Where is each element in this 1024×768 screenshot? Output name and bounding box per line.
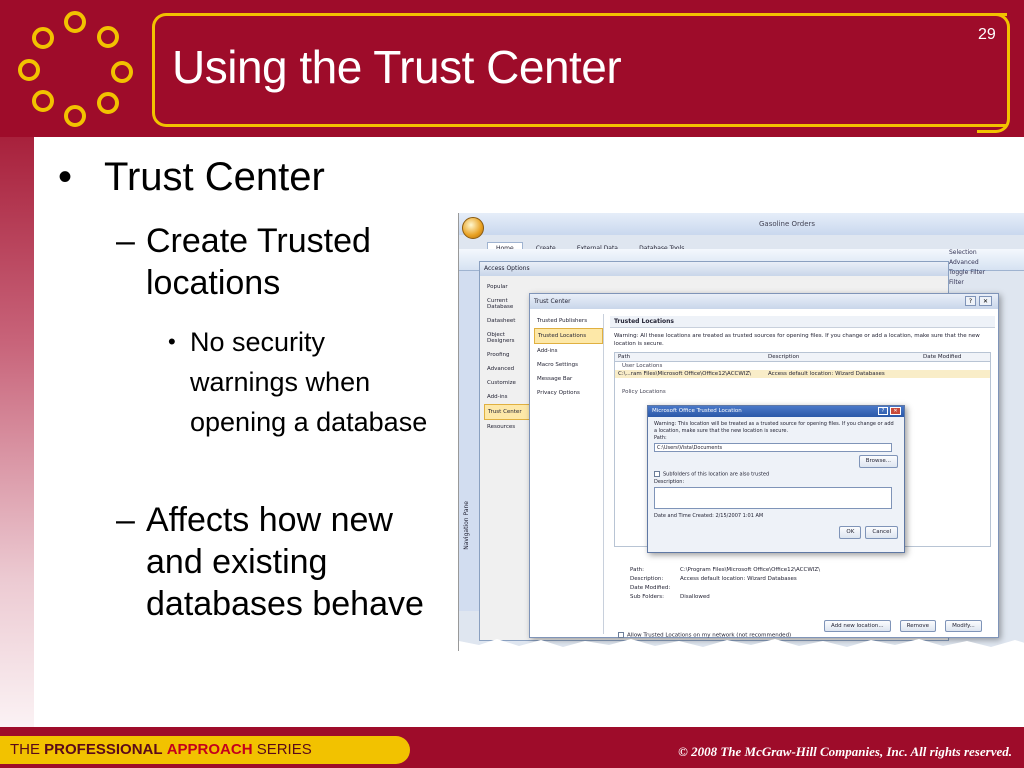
warning-text: Warning: This location will be treated as a trusted source for opening files. If you change or add a location, make sure that the new location is secure.: [654, 421, 894, 434]
date-row: [654, 513, 898, 520]
ribbon-tabs: [487, 235, 692, 249]
series-professional: PROFESSIONAL: [44, 741, 163, 758]
left-gradient-strip: [0, 137, 34, 727]
advanced-button[interactable]: Advanced: [949, 259, 979, 266]
category-trusted-publishers[interactable]: Trusted Publishers: [537, 318, 588, 324]
window-caption: Gasoline Orders: [759, 220, 816, 228]
category-datasheet[interactable]: Datasheet: [487, 318, 516, 324]
dialog-title: Microsoft Office Trusted Location: [648, 406, 904, 417]
close-icon[interactable]: ✕: [890, 407, 901, 415]
slide-header: [0, 0, 1024, 137]
bullet-text: Trust Center: [104, 155, 325, 199]
category-trust-center[interactable]: Trust Center: [484, 404, 536, 420]
warning-text: Warning: All these locations are treated as trusted sources for opening files. If you change or add a location, make sure that the new location is secure.: [614, 333, 980, 347]
bullet-mark: •: [168, 329, 176, 354]
series-the: THE: [10, 741, 40, 758]
dialog-footer: [654, 526, 898, 539]
detail-row: Sub Folders: Disallowed: [630, 594, 710, 600]
dash-mark: –: [116, 222, 135, 260]
torn-edge: [459, 632, 1024, 651]
series-label: [0, 736, 410, 764]
dialog-body: [648, 417, 904, 543]
bullet-text: Affects how new and existing databases behave: [146, 501, 424, 623]
category-macro-settings[interactable]: Macro Settings: [537, 362, 578, 368]
column-path[interactable]: Path: [618, 354, 631, 360]
detail-row: Description: Access default location: Wizard Databases: [630, 576, 797, 582]
category-trusted-locations[interactable]: Trusted Locations: [534, 328, 603, 344]
cell-date: [920, 370, 990, 378]
category-popular[interactable]: Popular: [487, 284, 508, 290]
ok-button[interactable]: OK: [839, 526, 861, 539]
column-date-modified[interactable]: Date Modified: [923, 354, 962, 360]
checkbox-label: Subfolders of this location are also trusted: [663, 471, 770, 478]
checkbox-icon[interactable]: [654, 471, 660, 477]
slide-number: 29: [978, 26, 996, 43]
access-title-bar: [459, 213, 1024, 235]
filter-button[interactable]: Filter: [949, 279, 964, 286]
access-screenshot: [458, 213, 1024, 651]
detail-row: Path: C:\Program Files\Microsoft Office\Office12\ACCWIZ\: [630, 567, 821, 573]
cell-path: C:\...ram Files\Microsoft Office\Office12\ACCWIZ\: [618, 371, 752, 377]
trusted-location-dialog: [647, 405, 905, 553]
policy-locations-label: Policy Locations: [622, 389, 666, 395]
category-message-bar[interactable]: Message Bar: [537, 376, 573, 382]
panel-heading: Trusted Locations: [610, 316, 995, 328]
series-series: SERIES: [256, 741, 312, 758]
category-object-designers[interactable]: Object Designers: [487, 332, 515, 344]
checkbox-label: Allow Trusted Locations on my network (not recommended): [627, 632, 792, 639]
toggle-filter-button[interactable]: Toggle Filter: [949, 269, 986, 276]
dialog-title: Trust Center: [530, 294, 998, 309]
category-privacy-options[interactable]: Privacy Options: [537, 390, 580, 396]
bullet-text: Create Trusted locations: [146, 222, 371, 302]
subfolders-checkbox[interactable]: [654, 471, 898, 479]
modify-button[interactable]: Modify...: [945, 620, 982, 632]
ring-of-circles-icon: [0, 0, 150, 137]
column-description[interactable]: Description: [768, 354, 800, 360]
office-button-icon[interactable]: [462, 217, 484, 239]
help-icon[interactable]: ?: [878, 407, 888, 415]
location-buttons: [820, 612, 982, 632]
path-input[interactable]: C:\Users\Vista\Documents: [654, 443, 892, 452]
category-proofing[interactable]: Proofing: [487, 352, 510, 358]
navigation-pane[interactable]: [459, 271, 481, 611]
close-icon[interactable]: ✕: [979, 296, 992, 306]
slide-title: Using the Trust Center: [172, 41, 622, 93]
table-row[interactable]: [615, 370, 990, 378]
table-header: [615, 353, 990, 362]
category-resources[interactable]: Resources: [487, 424, 516, 430]
detail-row: Date Modified:: [630, 585, 671, 591]
bullet-level2: [116, 220, 446, 304]
selection-button[interactable]: Selection: [949, 249, 977, 256]
path-label: Path:: [654, 435, 667, 441]
category-customize[interactable]: Customize: [487, 380, 516, 386]
date-value: 2/15/2007 1:01 AM: [715, 512, 764, 519]
category-add-ins[interactable]: Add-ins: [487, 394, 508, 400]
date-label: Date and Time Created:: [654, 512, 714, 519]
category-current-database[interactable]: Current Database: [487, 298, 514, 310]
description-input[interactable]: [654, 487, 892, 509]
cancel-button[interactable]: Cancel: [865, 526, 898, 539]
browse-button[interactable]: Browse...: [859, 455, 898, 468]
remove-button[interactable]: Remove: [900, 620, 936, 632]
description-label: Description:: [654, 478, 685, 485]
dash-mark: –: [116, 501, 135, 539]
category-advanced[interactable]: Advanced: [487, 366, 515, 372]
bullet-text: No security warnings when opening a database: [190, 327, 428, 437]
dialog-title: Access Options: [480, 262, 948, 276]
category-add-ins[interactable]: Add-ins: [537, 348, 558, 354]
add-new-location-button[interactable]: Add new location...: [824, 620, 891, 632]
bullet-level2: [116, 499, 446, 625]
series-approach: APPROACH: [166, 741, 253, 758]
bullet-mark: •: [58, 155, 73, 199]
copyright-notice: © 2008 The McGraw-Hill Companies, Inc. All rights reserved.: [678, 744, 1012, 759]
cell-description: Access default location: Wizard Databases: [768, 371, 885, 377]
location-details: [630, 566, 820, 602]
trust-center-category-list: [534, 314, 604, 634]
bullet-level3: [168, 322, 428, 442]
help-icon[interactable]: ?: [965, 296, 976, 306]
user-locations-label: User Locations: [622, 363, 663, 369]
navigation-pane-label: Navigation Pane: [463, 501, 470, 550]
